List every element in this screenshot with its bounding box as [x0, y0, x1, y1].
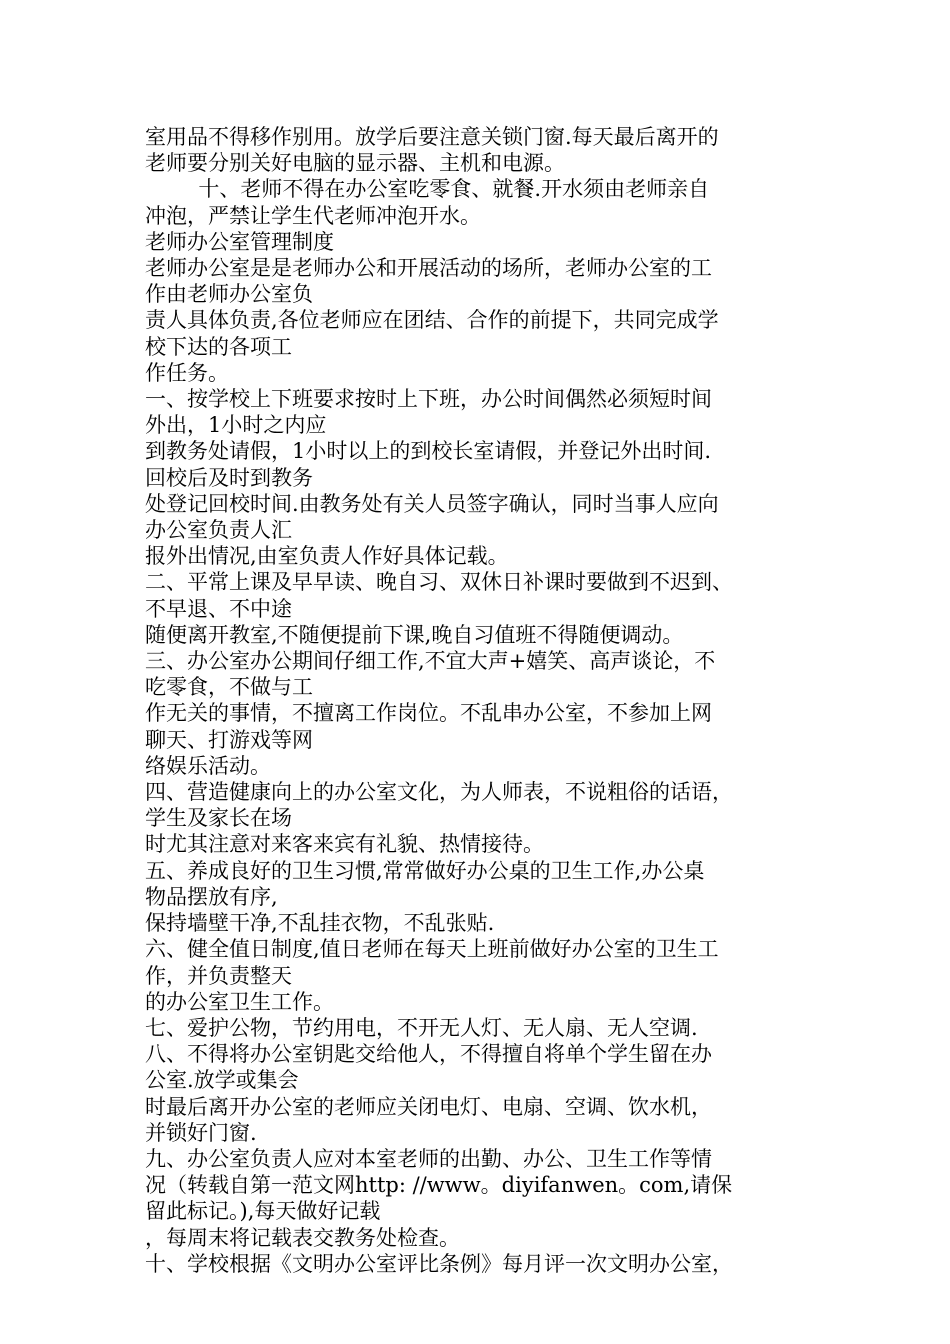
text-line: 作无关的事情，不擅离工作岗位。不乱串办公室，不参加上网 — [145, 701, 712, 726]
text-line: 老师办公室是是老师办公和开展活动的场所，老师办公室的工 — [145, 256, 712, 281]
section-title: 老师办公室管理制度 — [145, 229, 334, 254]
text-line: 冲泡，严禁让学生代老师冲泡开水。 — [145, 203, 481, 228]
text-line: 二、平常上课及早早读、晚自习、双休日补课时要做到不迟到、 — [145, 570, 733, 595]
text-line: 并锁好门窗. — [145, 1120, 257, 1145]
text-line: 时最后离开办公室的老师应关闭电灯、电扇、空调、饮水机， — [145, 1094, 712, 1119]
text-line: 老师要分别关好电脑的显示器、主机和电源。 — [145, 151, 565, 176]
text-line: 八、不得将办公室钥匙交给他人，不得擅自将单个学生留在办 — [145, 1042, 712, 1067]
text-line: 到教务处请假，1小时以上的到校长室请假，并登记外出时间. — [145, 439, 712, 464]
text-line: 吃零食，不做与工 — [145, 675, 313, 700]
text-line: 聊天、打游戏等网 — [145, 727, 313, 752]
text-line: 时尤其注意对来客来宾有礼貌、热情接待。 — [145, 832, 544, 857]
document-body — [145, 124, 813, 1277]
text-line: 学生及家长在场 — [145, 806, 292, 831]
text-line: 责人具体负责,各位老师应在团结、合作的前提下，共同完成学 — [145, 308, 719, 333]
text-line: 随便离开教室,不随便提前下课,晚自习值班不得随便调动。 — [145, 622, 684, 647]
text-line: 保持墙壁干净,不乱挂衣物，不乱张贴. — [145, 911, 495, 936]
text-line: 况（转载自第一范文网http: //www。diyifanwen。com,请保 — [145, 1173, 733, 1198]
text-line: 十、老师不得在办公室吃零食、就餐.开水须由老师亲自 — [145, 177, 710, 202]
text-line: 十、学校根据《文明办公室评比条例》每月评一次文明办公室， — [145, 1251, 733, 1276]
text-line: 作，并负责整天 — [145, 963, 292, 988]
text-line: 四、营造健康向上的办公室文化，为人师表，不说粗俗的话语， — [145, 780, 733, 805]
text-line: 处登记回校时间.由教务处有关人员签字确认，同时当事人应向 — [145, 491, 719, 516]
text-line: 五、养成良好的卫生习惯,常常做好办公桌的卫生工作,办公桌 — [145, 858, 705, 883]
text-line: 回校后及时到教务 — [145, 465, 313, 490]
text-line: 不早退、不中途 — [145, 596, 292, 621]
text-line: 办公室负责人汇 — [145, 518, 292, 543]
text-line: 络娱乐活动。 — [145, 753, 271, 778]
text-line: 外出，1小时之内应 — [145, 413, 327, 438]
text-line: 作由老师办公室负 — [145, 282, 313, 307]
text-line: 校下达的各项工 — [145, 334, 292, 359]
text-line: 一、按学校上下班要求按时上下班，办公时间偶然必须短时间 — [145, 387, 712, 412]
text-line: 六、健全值日制度,值日老师在每天上班前做好办公室的卫生工 — [145, 937, 719, 962]
text-line: 三、办公室办公期间仔细工作,不宜大声+嬉笑、高声谈论，不 — [145, 649, 716, 674]
text-line: 留此标记。),每天做好记载 — [145, 1199, 381, 1224]
text-line: 报外出情况,由室负责人作好具体记载。 — [145, 544, 509, 569]
text-line: 作任务。 — [145, 360, 229, 385]
text-line: 九、办公室负责人应对本室老师的出勤、办公、卫生工作等情 — [145, 1146, 712, 1171]
text-line: 公室.放学或集会 — [145, 1068, 299, 1093]
text-line: 七、爱护公物，节约用电，不开无人灯、无人扇、无人空调. — [145, 1015, 698, 1040]
text-line: 室用品不得移作别用。放学后要注意关锁门窗.每天最后离开的 — [145, 125, 719, 149]
text-line: 的办公室卫生工作。 — [145, 989, 334, 1014]
text-line: ，每周末将记载表交教务处检查。 — [145, 1225, 460, 1250]
text-line: 物品摆放有序, — [145, 884, 278, 909]
